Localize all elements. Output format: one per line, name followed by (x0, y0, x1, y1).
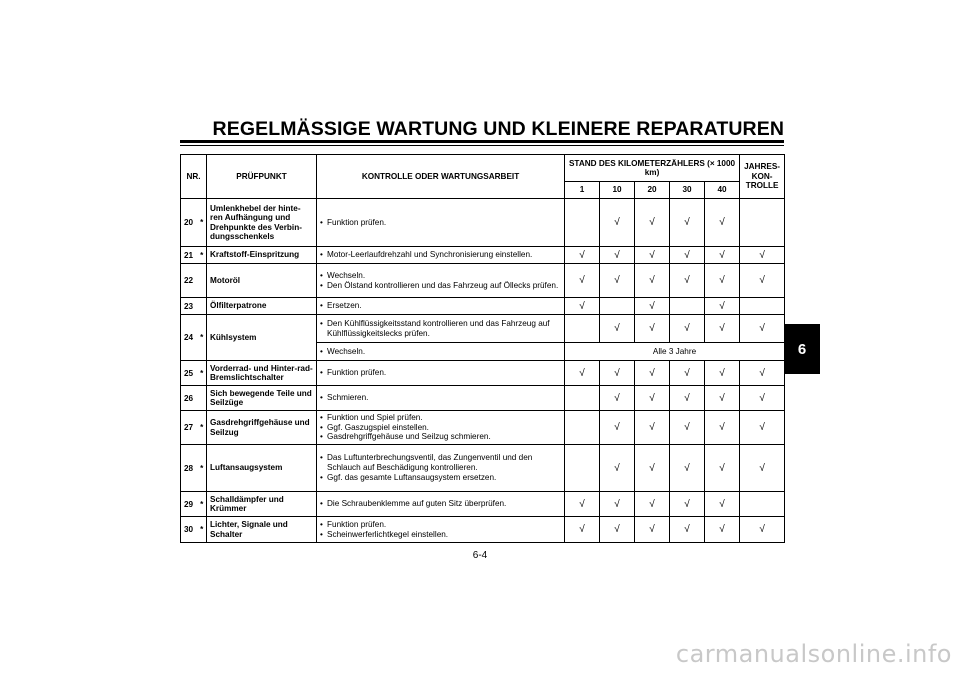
check-mark: √ (705, 315, 740, 343)
action-item: • Wechseln. (320, 347, 561, 357)
action-list (320, 301, 561, 311)
row-number: 20 (181, 199, 198, 247)
check-empty (565, 445, 600, 492)
row-dealer-marker (198, 264, 207, 298)
action-item: • Ggf. Gaszugspiel einstellen. (320, 423, 561, 433)
row-number: 24 (181, 315, 198, 361)
row-item: Umlenkhebel der hinte-ren Aufhängung und Drehpunkte des Verbin-dungsschenkels (207, 199, 317, 247)
check-mark: √ (705, 386, 740, 411)
action-list (320, 250, 561, 260)
check-mark: √ (635, 199, 670, 247)
check-mark: √ (740, 445, 785, 492)
watermark: carmanualsonline.info (675, 640, 952, 668)
check-mark: √ (635, 315, 670, 343)
check-mark: √ (705, 264, 740, 298)
table-row (181, 247, 785, 264)
check-mark: √ (670, 445, 705, 492)
check-mark: √ (600, 361, 635, 386)
row-dealer-marker (198, 386, 207, 411)
check-empty (565, 199, 600, 247)
row-number: 30 (181, 517, 198, 543)
action-item: • Funktion und Spiel prüfen. (320, 413, 561, 423)
header-annual-check: JAHRES-KON-TROLLE (740, 155, 785, 199)
row-actions (317, 411, 565, 445)
check-mark: √ (740, 411, 785, 445)
check-mark: √ (565, 492, 600, 517)
check-mark: √ (600, 315, 635, 343)
check-mark: √ (635, 411, 670, 445)
check-mark: √ (635, 517, 670, 543)
check-mark: √ (705, 411, 740, 445)
table-row (181, 445, 785, 492)
check-mark: √ (670, 315, 705, 343)
check-mark: √ (670, 517, 705, 543)
action-list (320, 413, 561, 443)
check-mark: √ (565, 298, 600, 315)
row-item: Gasdrehgriffgehäuse und Seilzug (207, 411, 317, 445)
row-number: 27 (181, 411, 198, 445)
action-item: • Motor-Leerlaufdrehzahl und Synchronisierung einstellen. (320, 250, 561, 260)
row-item: Luftansaugsystem (207, 445, 317, 492)
action-item: • Wechseln. (320, 271, 561, 281)
header-pruefpunkt: PRÜFPUNKT (207, 155, 317, 199)
action-item: • Das Luftunterbrechungsventil, das Zungenventil und den Schlauch auf Beschädigung kontrollieren. (320, 453, 561, 473)
check-empty (565, 411, 600, 445)
row-actions (317, 361, 565, 386)
row-dealer-marker: * (198, 361, 207, 386)
row-actions (317, 492, 565, 517)
action-list (320, 319, 561, 339)
row-dealer-marker: * (198, 492, 207, 517)
action-item: • Schmieren. (320, 393, 561, 403)
action-item: • Scheinwerferlichtkegel einstellen. (320, 530, 561, 540)
check-mark: √ (740, 386, 785, 411)
header-km-10: 10 (600, 182, 635, 199)
check-mark: √ (565, 361, 600, 386)
action-item: • Funktion prüfen. (320, 368, 561, 378)
maintenance-table (180, 154, 785, 543)
row-item: Kraftstoff-Einspritzung (207, 247, 317, 264)
check-empty (565, 315, 600, 343)
action-list (320, 271, 561, 291)
check-mark: √ (600, 247, 635, 264)
row-item: Sich bewegende Teile und Seilzüge (207, 386, 317, 411)
row-dealer-marker: * (198, 411, 207, 445)
row-dealer-marker (198, 298, 207, 315)
check-mark: √ (740, 264, 785, 298)
check-mark: √ (740, 247, 785, 264)
check-mark: √ (670, 386, 705, 411)
check-mark: √ (670, 492, 705, 517)
row-item: Motoröl (207, 264, 317, 298)
action-item: • Ggf. das gesamte Luftansaugsystem ersetzen. (320, 473, 561, 483)
action-list (320, 368, 561, 378)
action-item: • Funktion prüfen. (320, 218, 561, 228)
action-list (320, 393, 561, 403)
row-actions (317, 199, 565, 247)
row-item: Lichter, Signale und Schalter (207, 517, 317, 543)
table-row (181, 315, 785, 343)
check-mark: √ (705, 361, 740, 386)
check-mark: √ (600, 264, 635, 298)
check-mark: √ (600, 517, 635, 543)
check-mark: √ (635, 247, 670, 264)
check-mark: √ (635, 492, 670, 517)
table-row (181, 264, 785, 298)
row-number: 29 (181, 492, 198, 517)
check-empty (600, 298, 635, 315)
action-item: • Den Kühlflüssigkeitsstand kontrollieren und das Fahrzeug auf Kühlflüssigkeitslecks prüfen. (320, 319, 561, 339)
check-mark: √ (600, 411, 635, 445)
row-actions (317, 445, 565, 492)
table-row (181, 199, 785, 247)
table-body (181, 199, 785, 543)
check-mark: √ (670, 199, 705, 247)
header-km-40: 40 (705, 182, 740, 199)
check-empty (740, 199, 785, 247)
row-actions (317, 315, 565, 343)
row-dealer-marker: * (198, 517, 207, 543)
check-mark: √ (740, 517, 785, 543)
check-empty (670, 298, 705, 315)
table-row (181, 298, 785, 315)
row-dealer-marker: * (198, 247, 207, 264)
title-rule-thick (180, 140, 784, 143)
title-rule-thin (180, 145, 784, 146)
action-list (320, 520, 561, 540)
table-row (181, 361, 785, 386)
check-mark: √ (600, 199, 635, 247)
row-number: 26 (181, 386, 198, 411)
row-number: 25 (181, 361, 198, 386)
check-mark: √ (705, 247, 740, 264)
page-number: 6-4 (472, 550, 488, 561)
check-mark: √ (670, 411, 705, 445)
action-list (320, 453, 561, 483)
row-item: Kühlsystem (207, 315, 317, 361)
action-list (320, 347, 561, 357)
row-actions (317, 343, 565, 361)
interval-note: Alle 3 Jahre (565, 343, 785, 361)
check-mark: √ (705, 298, 740, 315)
check-mark: √ (565, 264, 600, 298)
check-mark: √ (635, 361, 670, 386)
check-mark: √ (670, 361, 705, 386)
check-mark: √ (635, 264, 670, 298)
table-row (181, 492, 785, 517)
row-number: 23 (181, 298, 198, 315)
row-number: 21 (181, 247, 198, 264)
row-actions (317, 517, 565, 543)
check-mark: √ (705, 517, 740, 543)
table-row (181, 517, 785, 543)
check-empty (565, 386, 600, 411)
check-mark: √ (635, 445, 670, 492)
check-mark: √ (740, 361, 785, 386)
row-actions (317, 386, 565, 411)
action-item: • Funktion prüfen. (320, 520, 561, 530)
row-item: Vorderrad- und Hinter-rad-Bremslichtschalter (207, 361, 317, 386)
check-mark: √ (565, 247, 600, 264)
check-mark: √ (635, 386, 670, 411)
row-dealer-marker: * (198, 445, 207, 492)
check-mark: √ (670, 247, 705, 264)
chapter-tab: 6 (784, 324, 820, 374)
action-list (320, 218, 561, 228)
row-actions (317, 247, 565, 264)
check-empty (740, 492, 785, 517)
check-empty (740, 298, 785, 315)
header-km-20: 20 (635, 182, 670, 199)
row-dealer-marker: * (198, 315, 207, 361)
row-actions (317, 298, 565, 315)
check-mark: √ (600, 492, 635, 517)
header-nr: NR. (181, 155, 207, 199)
check-mark: √ (705, 199, 740, 247)
check-mark: √ (600, 445, 635, 492)
table-row (181, 411, 785, 445)
action-item: • Die Schraubenklemme auf guten Sitz überprüfen. (320, 499, 561, 509)
row-actions (317, 264, 565, 298)
check-mark: √ (705, 492, 740, 517)
check-mark: √ (600, 386, 635, 411)
header-km-30: 30 (670, 182, 705, 199)
action-item: • Gasdrehgriffgehäuse und Seilzug schmieren. (320, 432, 561, 442)
page-title: REGELMÄSSIGE WARTUNG UND KLEINERE REPARATUREN (212, 118, 784, 140)
action-list (320, 499, 561, 509)
row-number: 22 (181, 264, 198, 298)
row-item: Schalldämpfer und Krümmer (207, 492, 317, 517)
check-mark: √ (705, 445, 740, 492)
check-mark: √ (635, 298, 670, 315)
header-odometer: STAND DES KILOMETERZÄHLERS (× 1000 km) (565, 155, 740, 182)
row-item: Ölfilterpatrone (207, 298, 317, 315)
action-item: • Ersetzen. (320, 301, 561, 311)
action-item: • Den Ölstand kontrollieren und das Fahrzeug auf Öllecks prüfen. (320, 281, 561, 291)
table-row (181, 386, 785, 411)
header-kontrolle: KONTROLLE ODER WARTUNGSARBEIT (317, 155, 565, 199)
check-mark: √ (670, 264, 705, 298)
check-mark: √ (565, 517, 600, 543)
row-dealer-marker: * (198, 199, 207, 247)
row-number: 28 (181, 445, 198, 492)
check-mark: √ (740, 315, 785, 343)
header-km-1: 1 (565, 182, 600, 199)
